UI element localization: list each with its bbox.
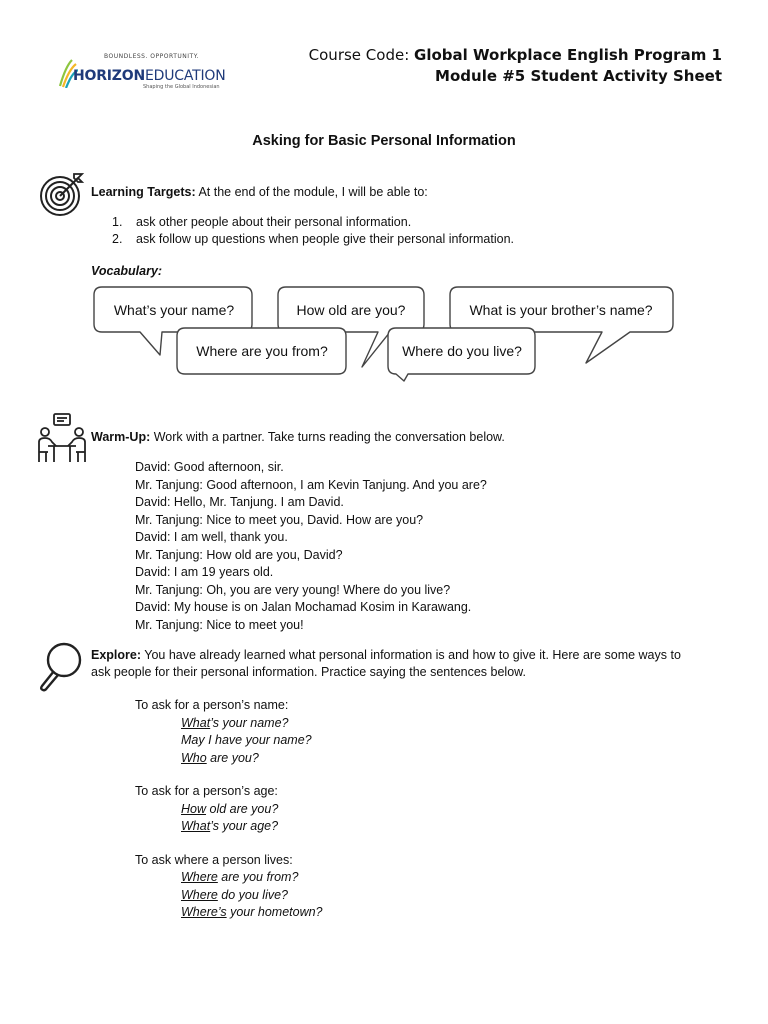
example-phrase: [135, 904, 323, 922]
phrase-rest: your hometown?: [226, 905, 323, 919]
explore-intro: You have already learned what personal information is and how to give it. Here are some ways to ask people for their personal information. Practice saying the sentences below.: [91, 648, 681, 679]
warm-up-label: Warm-Up:: [91, 430, 151, 444]
list-item: [112, 231, 514, 248]
explore-paragraph: [91, 647, 691, 681]
example-phrase: [135, 801, 323, 819]
target-icon: [38, 170, 86, 218]
bubble-text: Where are you from?: [196, 343, 328, 359]
course-header: [309, 45, 722, 87]
dialogue-line: David: I am well, thank you.: [135, 530, 288, 544]
logo-name-light: EDUCATION: [144, 68, 226, 84]
meeting-people-icon: [36, 412, 88, 464]
example-phrase: [135, 887, 323, 905]
question-word: What: [181, 715, 211, 730]
phrase-rest: May I have your name?: [181, 733, 312, 747]
question-word: What: [181, 819, 211, 833]
page-title: Asking for Basic Personal Information: [252, 133, 516, 149]
example-phrase: [135, 750, 323, 768]
list-item: [112, 214, 514, 231]
learning-targets-label: Learning Targets:: [91, 185, 196, 199]
dialogue: [135, 459, 487, 634]
module-line: [309, 66, 722, 87]
dialogue-line: Mr. Tanjung: Good afternoon, I am Kevin Tanjung. And you are?: [135, 477, 487, 492]
explore-label: Explore:: [91, 648, 142, 662]
bubble-text: How old are you?: [296, 302, 406, 318]
list-number: 1.: [112, 215, 123, 229]
module-label: Module #5 Student Activity Sheet: [435, 67, 722, 85]
phrase-rest: are you from?: [217, 870, 299, 884]
logo-name-bold: HORIZON: [73, 68, 145, 84]
learning-targets-line: [91, 184, 428, 201]
phrase-rest: are you?: [206, 750, 259, 765]
phrase-rest: ’s your name?: [210, 715, 289, 730]
example-phrase: [135, 715, 323, 733]
warm-up-line: [91, 429, 505, 446]
section-heading: To ask where a person lives:: [135, 852, 293, 867]
dialogue-line: Mr. Tanjung: Nice to meet you, David. How are you?: [135, 512, 424, 527]
question-word: Who: [181, 750, 207, 765]
warm-up-intro: Work with a partner. Take turns reading the conversation below.: [150, 430, 505, 444]
course-code-line: [309, 45, 722, 66]
learning-targets-intro: At the end of the module, I will be able to:: [195, 185, 428, 199]
course-code-value: Global Workplace English Program 1: [414, 46, 722, 64]
dialogue-line: Mr. Tanjung: Nice to meet you!: [135, 617, 304, 632]
phrase-rest: ’s your age?: [210, 819, 279, 833]
learning-targets-list: [112, 214, 514, 248]
dialogue-line: Mr. Tanjung: How old are you, David?: [135, 547, 343, 562]
logo-tagline: BOUNDLESS. OPPORTUNITY.: [104, 53, 200, 60]
course-code-label: Course Code:: [308, 46, 415, 64]
question-word: Where’s: [181, 905, 227, 919]
logo-wordmark: [73, 68, 226, 84]
logo-subtitle: Shaping the Global Indonesian: [143, 84, 220, 90]
magnifying-glass-icon: [36, 640, 88, 692]
vocabulary-bubbles: [90, 283, 690, 383]
phrase-sections: [135, 697, 323, 922]
example-phrase: [135, 732, 323, 750]
phrase-rest: old are you?: [206, 801, 279, 816]
list-text: ask other people about their personal information.: [136, 215, 412, 229]
dialogue-line: David: Good afternoon, sir.: [135, 460, 284, 474]
bubble-text: What’s your name?: [113, 302, 235, 318]
example-phrase: [135, 818, 323, 836]
example-phrase: [135, 869, 323, 887]
vocabulary-label: Vocabulary:: [91, 264, 163, 278]
dialogue-line: David: My house is on Jalan Mochamad Kosim in Karawang.: [135, 600, 472, 614]
bubble-text: Where do you live?: [402, 343, 522, 359]
question-word: Where: [181, 870, 218, 884]
dialogue-line: David: I am 19 years old.: [135, 565, 274, 579]
section-heading: To ask for a person’s name:: [135, 698, 289, 712]
dialogue-line: Mr. Tanjung: Oh, you are very young! Where do you live?: [135, 582, 451, 597]
section-heading: To ask for a person’s age:: [135, 784, 278, 798]
list-number: 2.: [112, 232, 123, 246]
question-word: Where: [181, 887, 218, 902]
dialogue-line: David: Hello, Mr. Tanjung. I am David.: [135, 495, 344, 509]
phrase-rest: do you live?: [217, 887, 289, 902]
question-word: How: [181, 801, 207, 816]
bubble-text: What is your brother’s name?: [469, 302, 653, 318]
list-text: ask follow up questions when people give their personal information.: [136, 232, 515, 246]
